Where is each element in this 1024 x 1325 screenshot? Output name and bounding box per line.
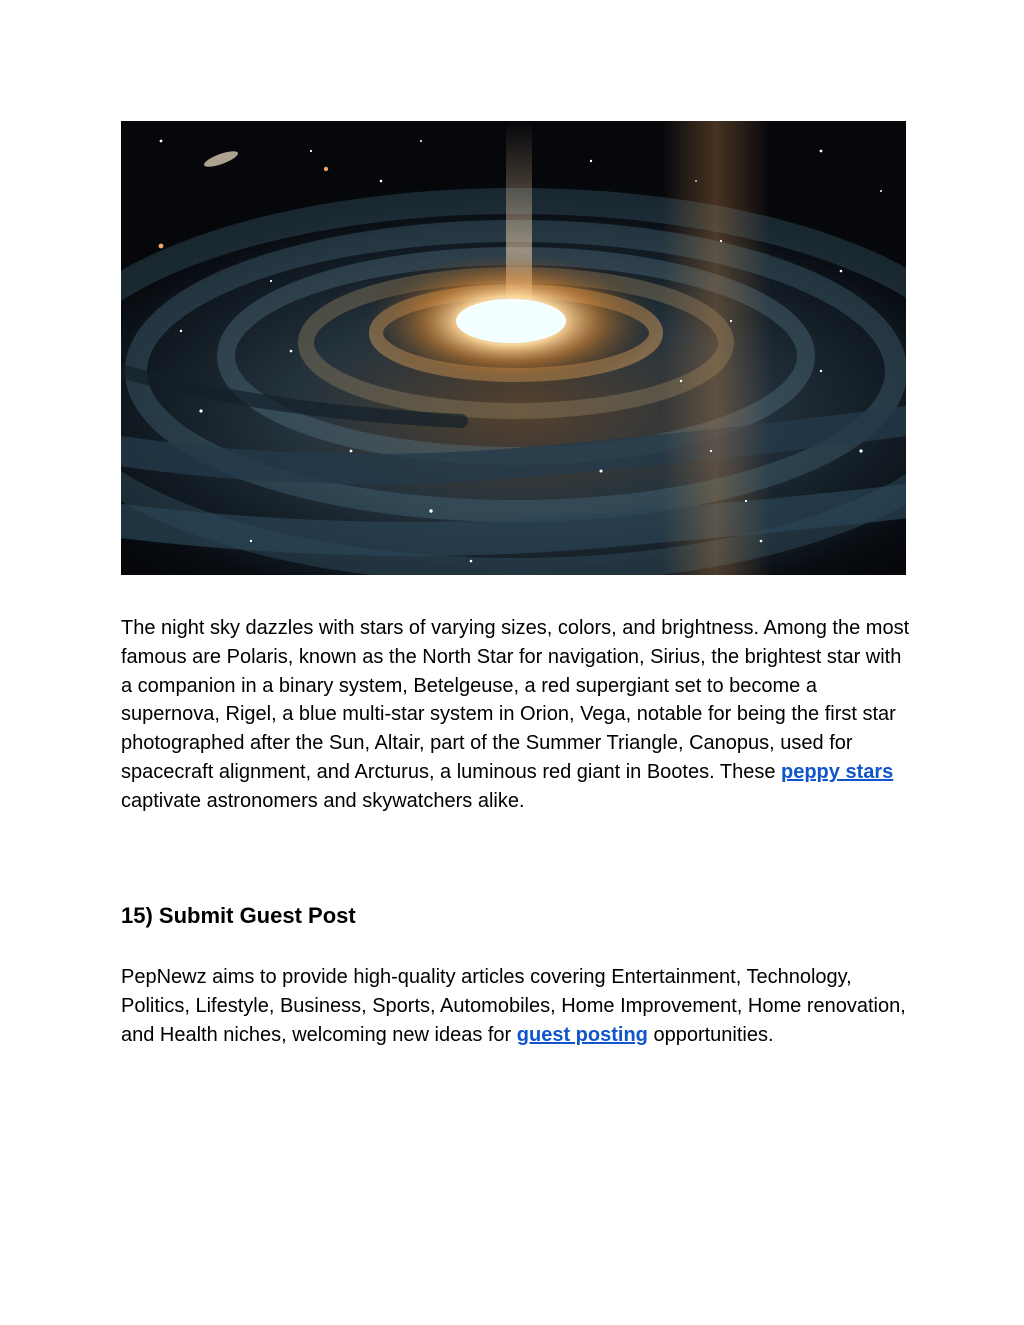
guest-posting-link[interactable]: guest posting <box>516 1023 648 1046</box>
galaxy-illustration <box>121 121 906 575</box>
pepnewz-paragraph-text-end: opportunities. <box>647 1023 774 1046</box>
submit-guest-post-heading: 15) Submit Guest Post <box>121 903 356 928</box>
pepnewz-paragraph <box>121 963 911 1049</box>
galaxy-illustration-graphic <box>121 121 906 575</box>
peppy-stars-link[interactable]: peppy stars <box>781 760 894 783</box>
pepnewz-paragraph-text: PepNewz aims to provide high-quality articles covering Entertainment, Technology, Politics, Lifestyle, Business, Sports, Automobiles, Home Improvement, Home renovation, and Health niches, welcoming new ideas for <box>121 966 906 1046</box>
stars-paragraph-text-end: captivate astronomers and skywatchers alike. <box>121 789 525 812</box>
stars-paragraph <box>121 614 911 816</box>
stars-paragraph-text: The night sky dazzles with stars of varying sizes, colors, and brightness. Among the most famous are Polaris, known as the North Star for navigation, Sirius, the brightest star with a companion in a binary system, Betelgeuse, a red supergiant set to become a supernova, Rigel, a blue multi-star system in Orion, Vega, notable for being the first star photographed after the Sun, Altair, part of the Summer Triangle, Canopus, used for spacecraft alignment, and Arcturus, a luminous red giant in Bootes. These <box>121 617 910 783</box>
